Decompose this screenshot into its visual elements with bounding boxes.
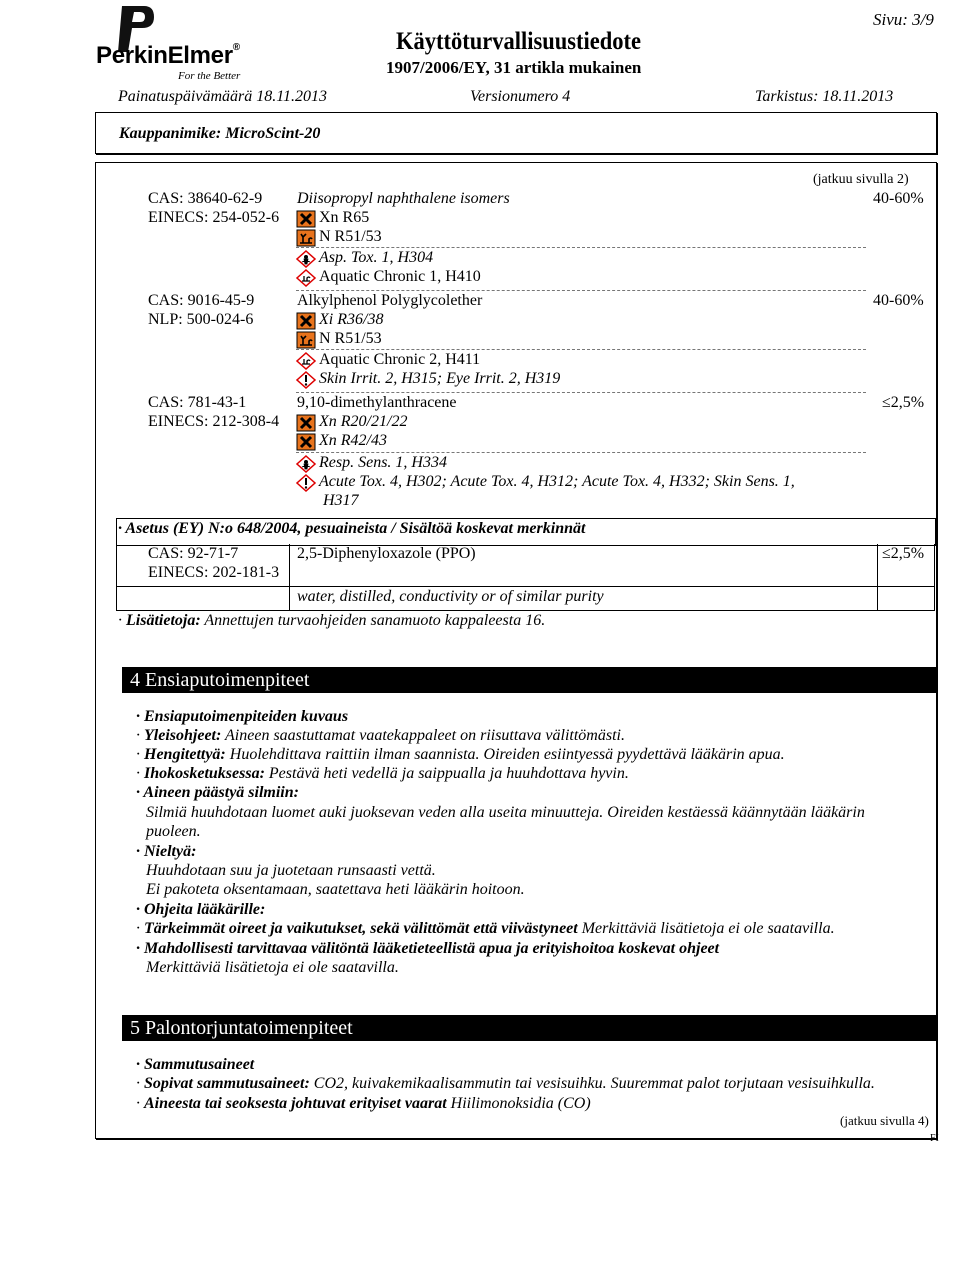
section-4-title: 4 Ensiaputoimenpiteet [122, 667, 936, 693]
component-1-line-1: Xn R65 [319, 209, 370, 226]
component-3-einecs: EINECS: 212-308-4 [148, 413, 280, 430]
component-2-line-4: Skin Irrit. 2, H315; Eye Irrit. 2, H319 [319, 370, 561, 387]
component-3-cas: CAS: 781-43-1 [148, 394, 247, 411]
suitable-media: · Sopivat sammutusaineet: CO2, kuivakemikaalisammutin tai vesisuihku. Suuremmat palot torjutaan vesisuihkulla. [136, 1075, 875, 1092]
component-2-percent: 40-60% [873, 292, 924, 309]
component-1-percent: 40-60% [873, 190, 924, 207]
eye-contact-label: · Aineen päästyä silmiin: [136, 784, 299, 801]
component-3-name: 9,10-dimethylanthracene [297, 394, 457, 411]
medical-treatment-text: Merkittäviä lisätietoja ei ole saatavilla. [146, 959, 399, 976]
component-3-line-2: Xn R42/43 [319, 432, 387, 449]
logo-wordmark: PerkinElmer® [96, 42, 240, 69]
harmful-x-icon [296, 210, 316, 228]
exclamation-mark-icon [296, 371, 316, 389]
regulation-title: · Asetus (EY) N:o 648/2004, pesuaineista / Sisältöä koskevat merkinnät [118, 520, 586, 537]
exclamation-mark-icon [296, 474, 316, 492]
special-hazards: · Aineesta tai seoksesta johtuvat erityiset vaarat Hiilimonoksidia (CO) [136, 1095, 591, 1112]
eye-contact-text-1: Silmiä huuhdotaan luomet auki juoksevan veden alla useita minuutteja. Oireiden kestäessä käännytään lääkärin [146, 804, 865, 821]
component-1-line-2: N R51/53 [319, 228, 382, 245]
ingestion-text-1: Huuhdotaan suu ja juotetaan runsaasti vettä. [146, 862, 436, 879]
component-1-cas: CAS: 38640-62-9 [148, 190, 263, 207]
environment-diamond-icon [296, 269, 316, 287]
ingestion-text-2: Ei pakoteta oksentamaan, saatettava heti lääkärin hoitoon. [146, 881, 525, 898]
section-4-heading: · Ensiaputoimenpiteiden kuvaus [136, 708, 349, 725]
environment-hazard-icon [296, 331, 316, 349]
component-1-name: Diisopropyl naphthalene isomers [297, 190, 510, 207]
symptoms-effects: · Tärkeimmät oireet ja vaikutukset, sekä välittömät että viivästyneet Merkittäviä lisätietoja ei ole saatavilla. [136, 920, 835, 937]
component-3-line-3: Resp. Sens. 1, H334 [319, 454, 447, 471]
regulation-cas: CAS: 92-71-7 [148, 545, 239, 562]
medical-treatment-label: · Mahdollisesti tarvittavaa välitöntä lääketieteellistä apua ja erityishoitoa koskevat ohjeet [136, 940, 720, 957]
general-advice: · Yleisohjeet: Aineen saastuttamat vaatekappaleet on riisuttava välittömästi. [136, 727, 625, 744]
component-3-line-5: H317 [323, 492, 359, 509]
component-1-line-3: Asp. Tox. 1, H304 [319, 249, 434, 266]
language-code: FI [930, 1133, 939, 1144]
regulation-percent: ≤2,5% [882, 545, 925, 562]
irritant-x-icon [296, 312, 316, 330]
health-hazard-icon [296, 250, 316, 268]
page-number: Sivu: 3/9 [873, 10, 934, 29]
component-2-cas: CAS: 9016-45-9 [148, 292, 255, 309]
component-1-einecs: EINECS: 254-052-6 [148, 209, 280, 226]
trade-name: Kauppanimike: MicroScint-20 [119, 125, 321, 142]
component-2-line-2: N R51/53 [319, 330, 382, 347]
health-hazard-icon [296, 455, 316, 473]
environment-hazard-icon [296, 229, 316, 247]
component-2-name: Alkylphenol Polyglycolether [297, 292, 483, 309]
harmful-x-icon [296, 433, 316, 451]
additional-info: · Lisätietoja: Annettujen turvaohjeiden sanamuoto kappaleesta 16. [118, 612, 546, 629]
section-5-heading: · Sammutusaineet [136, 1056, 255, 1073]
harmful-x-icon [296, 414, 316, 432]
component-1-line-4: Aquatic Chronic 1, H410 [319, 268, 481, 285]
water-percent-cell [876, 586, 935, 611]
doctor-notes-label: · Ohjeita lääkärille: [136, 901, 266, 918]
regulation-substance: 2,5-Diphenyloxazole (PPO) [297, 545, 476, 562]
ingestion-label: · Nieltyä: [136, 843, 197, 860]
regulation-col-divider [289, 544, 290, 586]
skin-contact-advice: · Ihokosketuksessa: Pestävä heti vedellä ja saippualla ja huuhdottava hyvin. [136, 765, 629, 782]
water-col-divider [289, 586, 290, 610]
component-3-percent: ≤2,5% [882, 394, 925, 411]
component-2-line-1: Xi R36/38 [319, 311, 384, 328]
revision-date: Tarkistus: 18.11.2013 [755, 88, 894, 105]
trade-name-box [95, 112, 937, 154]
version-number: Versionumero 4 [470, 88, 571, 105]
environment-diamond-icon [296, 352, 316, 370]
inhalation-advice: · Hengitettyä: Huolehdittava raittiin ilman saannista. Oireiden esiintyessä pyydettävä lääkärin apua. [136, 746, 785, 763]
eye-contact-text-2: puoleen. [146, 823, 201, 840]
component-2-nlp: NLP: 500-024-6 [148, 311, 254, 328]
continued-to: (jatkuu sivulla 4) [840, 1113, 929, 1128]
logo-tagline: For the Better [178, 70, 241, 82]
print-date: Painatuspäivämäärä 18.11.2013 [118, 88, 328, 105]
component-2-line-3: Aquatic Chronic 2, H411 [319, 351, 481, 368]
document-title: Käyttöturvallisuustiedote [396, 28, 641, 55]
component-3-line-4: Acute Tox. 4, H302; Acute Tox. 4, H312; Acute Tox. 4, H332; Skin Sens. 1, [319, 473, 795, 490]
regulation-einecs: EINECS: 202-181-3 [148, 564, 280, 581]
water-substance: water, distilled, conductivity or of similar purity [297, 588, 604, 605]
component-3-line-1: Xn R20/21/22 [319, 413, 408, 430]
document-subtitle: 1907/2006/EY, 31 artikla mukainen [386, 58, 642, 77]
continued-from: (jatkuu sivulla 2) [813, 172, 909, 187]
section-5-title: 5 Palontorjuntatoimenpiteet [122, 1015, 936, 1041]
